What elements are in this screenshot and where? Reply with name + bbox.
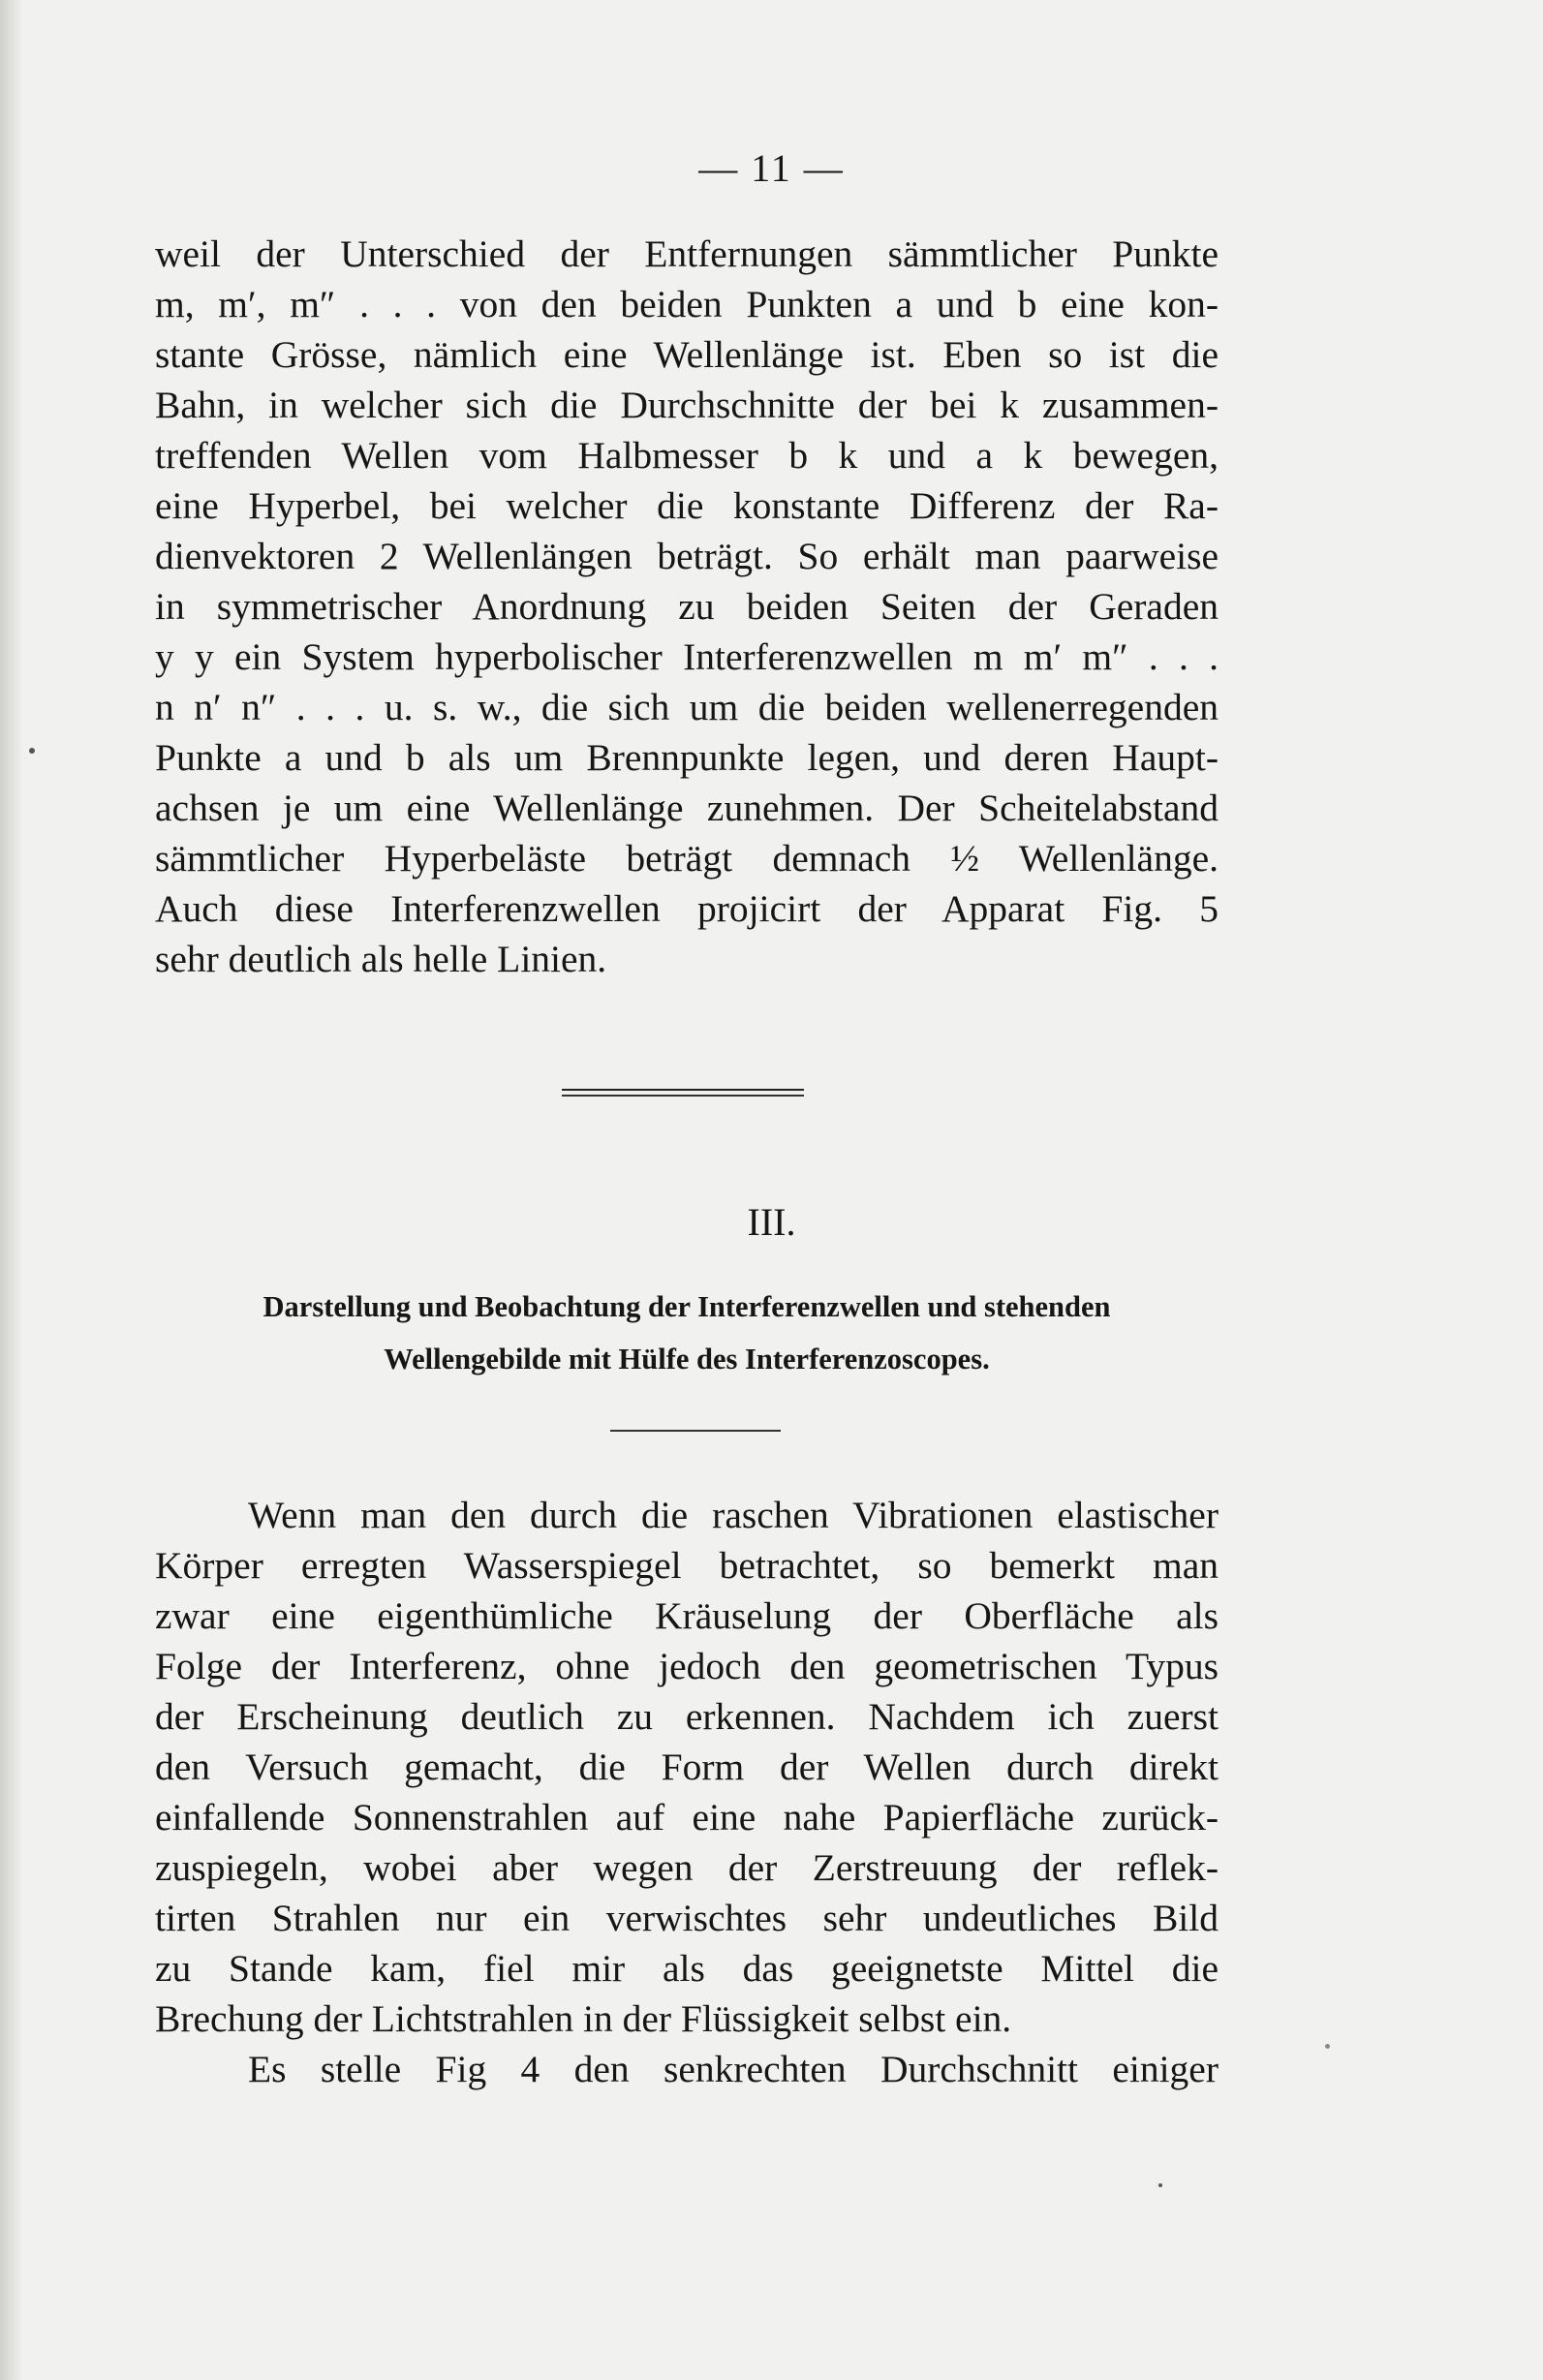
paper-speck — [1325, 2044, 1330, 2049]
section-numeral: III. — [747, 1200, 796, 1244]
section-divider-rule — [562, 1089, 804, 1091]
text-line: den Versuch gemacht, die Form der Wellen durch direkt — [155, 1746, 1219, 1788]
text-line: Brechung der Lichtstrahlen in der Flüssigkeit selbst ein. — [155, 1997, 1012, 2040]
section-divider-rule — [562, 1095, 804, 1097]
section-heading-line: Wellengebilde mit Hülfe des Interferenzoscopes. — [384, 1343, 990, 1375]
paragraph-1 — [155, 229, 1219, 984]
text-line: Folge der Interferenz, ohne jedoch den geometrischen Typus — [155, 1645, 1219, 1687]
paper-speck — [29, 748, 35, 754]
text-line: stante Grösse, nämlich eine Wellenlänge ist. Eben so ist die — [155, 333, 1219, 376]
text-line: Bahn, in welcher sich die Durchschnitte der bei k zusammen- — [155, 384, 1219, 426]
text-line: tirten Strahlen nur ein verwischtes sehr undeutliches Bild — [155, 1897, 1219, 1939]
text-line: Wenn man den durch die raschen Vibrationen elastischer — [248, 1494, 1219, 1536]
text-line: treffenden Wellen vom Halbmesser b k und a k bewegen, — [155, 434, 1219, 477]
text-line: eine Hyperbel, bei welcher die konstante Differenz der Ra- — [155, 484, 1219, 527]
text-line: y y ein System hyperbolischer Interferenzwellen m m′ m″ . . . — [155, 635, 1219, 678]
page-number: — 11 — — [698, 146, 845, 190]
text-line: n n′ n″ . . . u. s. w., die sich um die beiden wellenerregenden — [155, 686, 1219, 728]
paper-speck — [1158, 2183, 1162, 2187]
text-line: achsen je um eine Wellenlänge zunehmen. Der Scheitelabstand — [155, 787, 1219, 829]
section-heading-line: Darstellung und Beobachtung der Interferenzwellen und stehenden — [262, 1290, 1111, 1323]
text-line: zu Stande kam, fiel mir als das geeignetste Mittel die — [155, 1947, 1219, 1990]
text-line: weil der Unterschied der Entfernungen sämmtlicher Punkte — [155, 232, 1219, 275]
paragraph-3 — [155, 2044, 1219, 2094]
text-line: einfallende Sonnenstrahlen auf eine nahe Papierfläche zurück- — [155, 1796, 1219, 1839]
text-line: in symmetrischer Anordnung zu beiden Seiten der Geraden — [155, 585, 1219, 628]
heading-divider-rule — [610, 1430, 781, 1432]
text-line: zwar eine eigenthümliche Kräuselung der Oberfläche als — [155, 1594, 1219, 1637]
text-line: Auch diese Interferenzwellen projicirt der Apparat Fig. 5 — [155, 887, 1219, 930]
text-line: Körper erregten Wasserspiegel betrachtet, so bemerkt man — [155, 1544, 1219, 1587]
text-line: der Erscheinung deutlich zu erkennen. Nachdem ich zuerst — [155, 1695, 1219, 1738]
text-line: sehr deutlich als helle Linien. — [155, 938, 607, 980]
text-line: Punkte a und b als um Brennpunkte legen, und deren Haupt- — [155, 736, 1219, 779]
text-line: zuspiegeln, wobei aber wegen der Zerstreuung der reflek- — [155, 1846, 1219, 1889]
text-line: Es stelle Fig 4 den senkrechten Durchschnitt einiger — [248, 2048, 1219, 2090]
text-line: dienvektoren 2 Wellenlängen beträgt. So erhält man paarweise — [155, 535, 1219, 577]
paragraph-2 — [155, 1490, 1219, 2044]
text-line: sämmtlicher Hyperbeläste beträgt demnach ½ Wellenlänge. — [155, 837, 1219, 880]
text-line: m, m′, m″ . . . von den beiden Punkten a und b eine kon- — [155, 283, 1219, 325]
